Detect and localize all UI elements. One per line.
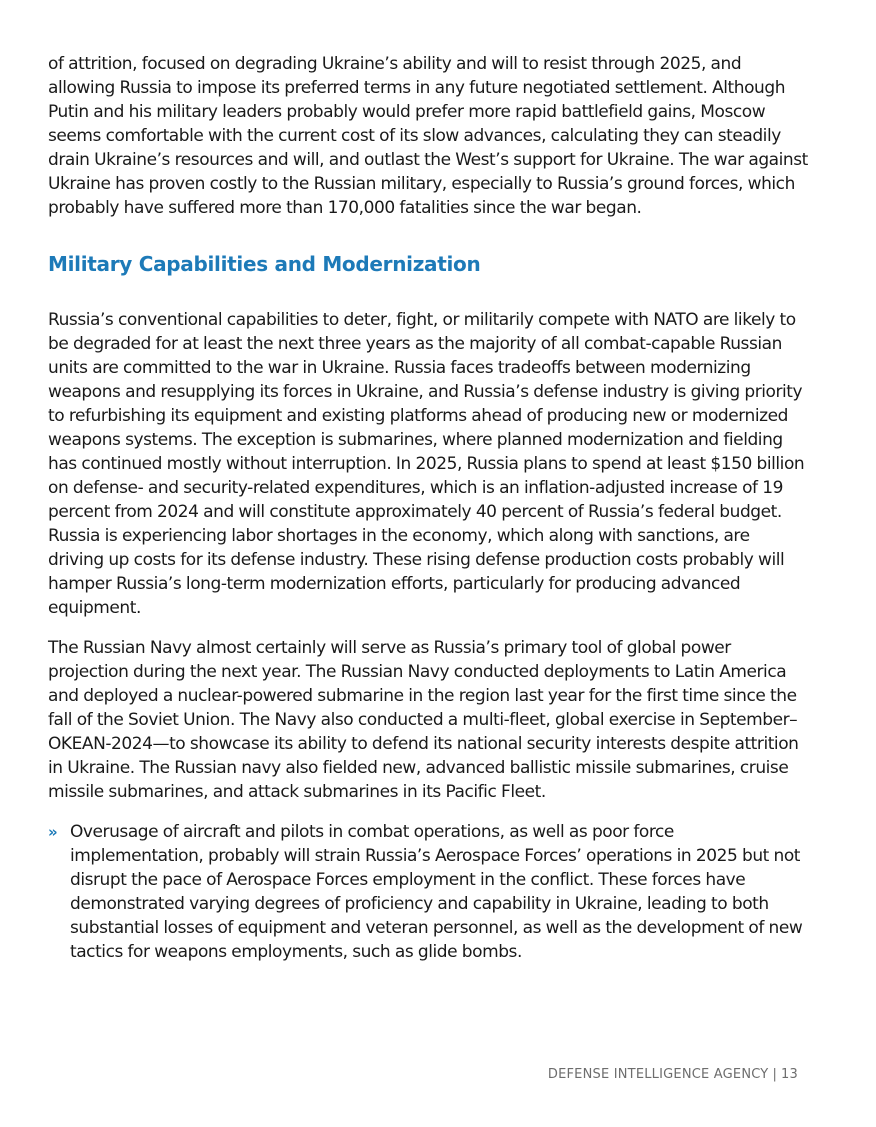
bullet-marker-icon: » (48, 823, 58, 841)
bullet-text: Overusage of aircraft and pilots in combat operations, as well as poor force implementation, probably will strain Russia’s Aerospace Forces’ operations in 2025 but not disrupt the pace of Aerospace Forces employment in the conflict. These forces have demonstrated varying degrees of proficiency and capability in Ukraine, leading to both substantial losses of equipment and veteran personnel, as well as the development of new tactics for weapons employments, such as glide bombs. (70, 822, 803, 962)
section-heading: Military Capabilities and Modernization (48, 252, 481, 276)
document-page (48, 52, 808, 964)
footer-separator: | (772, 1067, 778, 1082)
bullet-item (48, 820, 808, 964)
section-paragraph-2: The Russian Navy almost certainly will serve as Russia’s primary tool of global power projection during the next year. The Russian Navy conducted deployments to Latin America and deployed a nuclear-powered submarine in the region last year for the first time since the fall of the Soviet Union. The Navy also conducted a multi-fleet, global exercise in September–OKEAN-2024—to showcase its ability to defend its national security interests despite attrition in Ukraine. The Russian navy also fielded new, advanced ballistic missile submarines, cruise missile submarines, and attack submarines in its Pacific Fleet. (48, 638, 799, 802)
section-paragraph-1: Russia’s conventional capabilities to deter, fight, or militarily compete with NATO are likely to be degraded for at least the next three years as the majority of all combat-capable Russian units are committed to the war in Ukraine. Russia faces tradeoffs between modernizing weapons and resupplying its forces in Ukraine, and Russia’s defense industry is giving priority to refurbishing its equipment and existing platforms ahead of producing new or modernized weapons systems. The exception is submarines, where planned modernization and fielding has continued mostly without interruption. In 2025, Russia plans to spend at least $150 billion on defense- and security-related expenditures, which is an inflation-adjusted increase of 19 percent from 2024 and will constitute approximately 40 percent of Russia’s federal budget. Russia is experiencing labor shortages in the economy, which along with sanctions, are driving up costs for its defense industry. These rising defense production costs probably will hamper Russia’s long-term modernization efforts, particularly for producing advanced equipment. (48, 310, 805, 618)
intro-paragraph: of attrition, focused on degrading Ukraine’s ability and will to resist through 2025, and allowing Russia to impose its preferred terms in any future negotiated settlement. Although Putin and his military leaders probably would prefer more rapid battlefield gains, Moscow seems comfortable with the current cost of its slow advances, calculating they can steadily drain Ukraine’s resources and will, and outlast the West’s support for Ukraine. The war against Ukraine has proven costly to the Russian military, especially to Russia’s ground forces, which probably have suffered more than 170,000 fatalities since the war began. (48, 54, 808, 218)
page-number: 13 (781, 1067, 798, 1082)
footer-agency-name: DEFENSE INTELLIGENCE AGENCY (547, 1067, 769, 1082)
page-footer (548, 1066, 798, 1084)
